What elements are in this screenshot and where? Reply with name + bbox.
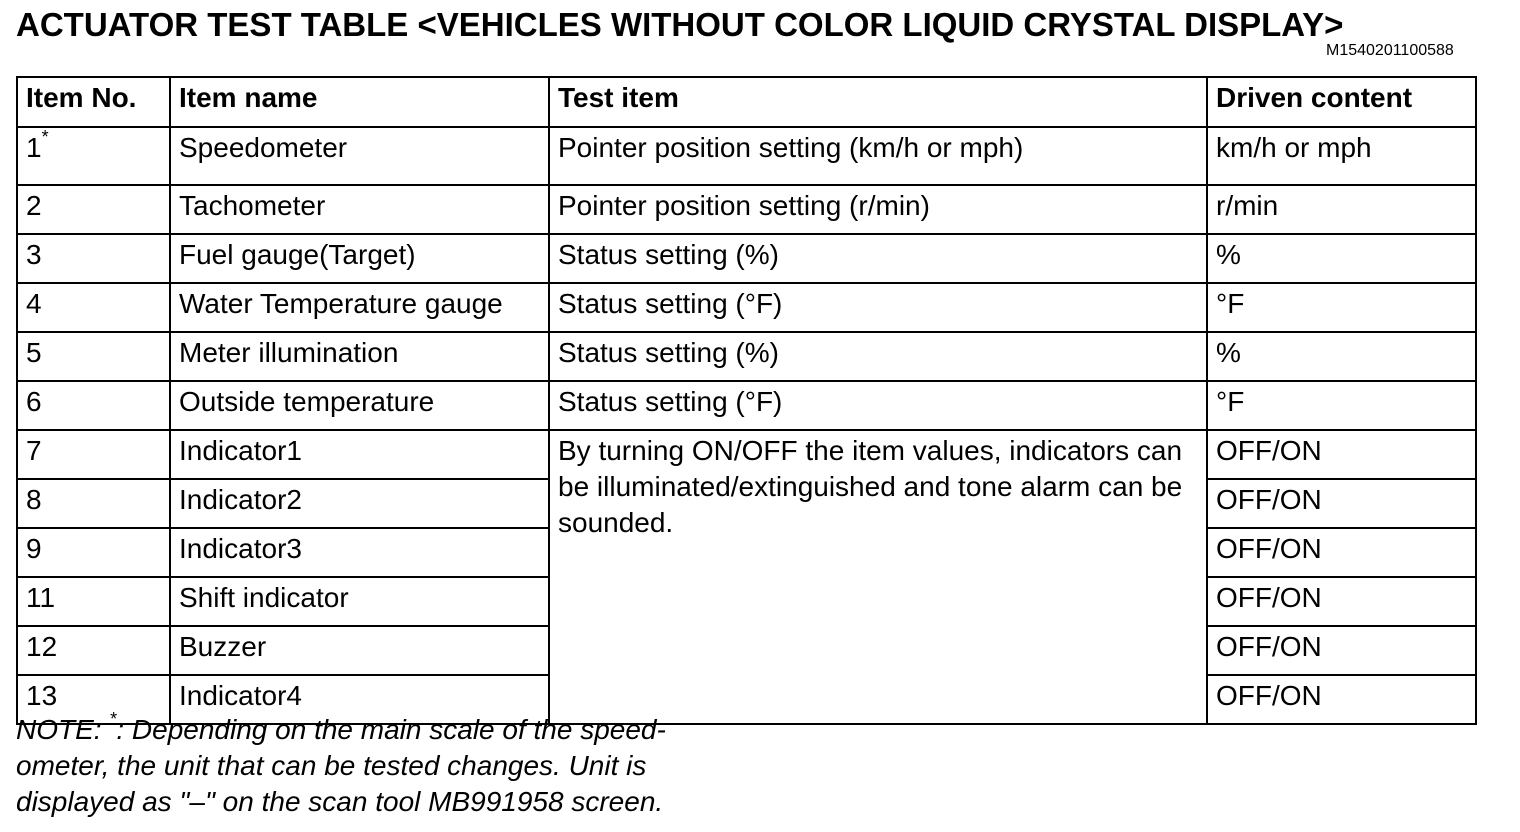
footnote	[16, 709, 756, 820]
test-item-cell: Pointer position setting (r/min)	[549, 185, 1207, 234]
footnote-mark: *	[109, 709, 117, 729]
item-name-cell: Water Temperature gauge	[170, 283, 549, 332]
item-name-cell: Tachometer	[170, 185, 549, 234]
driven-content-cell: %	[1207, 332, 1476, 381]
item-name-cell: Speedometer	[170, 127, 549, 185]
item-name-cell: Indicator1	[170, 430, 549, 479]
footnote-line: ometer, the unit that can be tested changes. Unit is	[16, 750, 647, 781]
item-no-cell: 3	[17, 234, 170, 283]
table-row	[17, 430, 1476, 479]
table-row	[17, 332, 1476, 381]
item-no-cell	[17, 127, 170, 185]
note-text: : Depending on the main scale of the speed-	[116, 714, 666, 745]
header-driven-content: Driven content	[1207, 77, 1476, 127]
item-no-cell: 12	[17, 626, 170, 675]
test-item-cell: Pointer position setting (km/h or mph)	[549, 127, 1207, 185]
item-no-cell: 9	[17, 528, 170, 577]
item-no-cell: 11	[17, 577, 170, 626]
item-no-cell: 4	[17, 283, 170, 332]
driven-content-cell: OFF/ON	[1207, 675, 1476, 724]
header-item-no: Item No.	[17, 77, 170, 127]
driven-content-cell: OFF/ON	[1207, 430, 1476, 479]
item-no-cell: 7	[17, 430, 170, 479]
item-no-cell: 13	[17, 675, 170, 724]
item-no-cell: 8	[17, 479, 170, 528]
driven-content-cell: °F	[1207, 283, 1476, 332]
table-header-row	[17, 77, 1476, 127]
item-name-cell: Indicator3	[170, 528, 549, 577]
footnote-line	[16, 709, 756, 748]
document-id: M1540201100588	[1326, 42, 1454, 59]
driven-content-cell: OFF/ON	[1207, 626, 1476, 675]
header-item-name: Item name	[170, 77, 549, 127]
merged-test-item-cell: By turning ON/OFF the item values, indicators can be illuminated/extinguished and tone alarm can be sounded.	[549, 430, 1207, 724]
test-item-cell: Status setting (°F)	[549, 283, 1207, 332]
item-name-cell: Indicator4	[170, 675, 549, 724]
table-row	[17, 283, 1476, 332]
driven-content-cell: %	[1207, 234, 1476, 283]
item-name-cell: Meter illumination	[170, 332, 549, 381]
test-item-cell: Status setting (°F)	[549, 381, 1207, 430]
item-no-value: 1	[26, 132, 42, 163]
item-no-cell: 6	[17, 381, 170, 430]
item-name-cell: Buzzer	[170, 626, 549, 675]
table-row	[17, 127, 1476, 185]
driven-content-cell: OFF/ON	[1207, 528, 1476, 577]
table-row	[17, 185, 1476, 234]
table-row	[17, 234, 1476, 283]
item-name-cell: Indicator2	[170, 479, 549, 528]
actuator-test-table	[16, 76, 1477, 725]
driven-content-cell: OFF/ON	[1207, 479, 1476, 528]
footnote-line: displayed as "–" on the scan tool MB991958 screen.	[16, 786, 664, 817]
driven-content-cell: r/min	[1207, 185, 1476, 234]
header-test-item: Test item	[549, 77, 1207, 127]
item-name-cell: Fuel gauge(Target)	[170, 234, 549, 283]
test-item-cell: Status setting (%)	[549, 332, 1207, 381]
item-name-cell: Shift indicator	[170, 577, 549, 626]
note-prefix: NOTE:	[16, 714, 110, 745]
test-item-cell: Status setting (%)	[549, 234, 1207, 283]
footnote-mark: *	[41, 127, 49, 147]
driven-content-cell: km/h or mph	[1207, 127, 1476, 185]
table-row	[17, 381, 1476, 430]
item-name-cell: Outside temperature	[170, 381, 549, 430]
driven-content-cell: OFF/ON	[1207, 577, 1476, 626]
item-no-cell: 2	[17, 185, 170, 234]
item-no-cell: 5	[17, 332, 170, 381]
driven-content-cell: °F	[1207, 381, 1476, 430]
page-title: ACTUATOR TEST TABLE <VEHICLES WITHOUT COLOR LIQUID CRYSTAL DISPLAY>	[16, 6, 1344, 43]
